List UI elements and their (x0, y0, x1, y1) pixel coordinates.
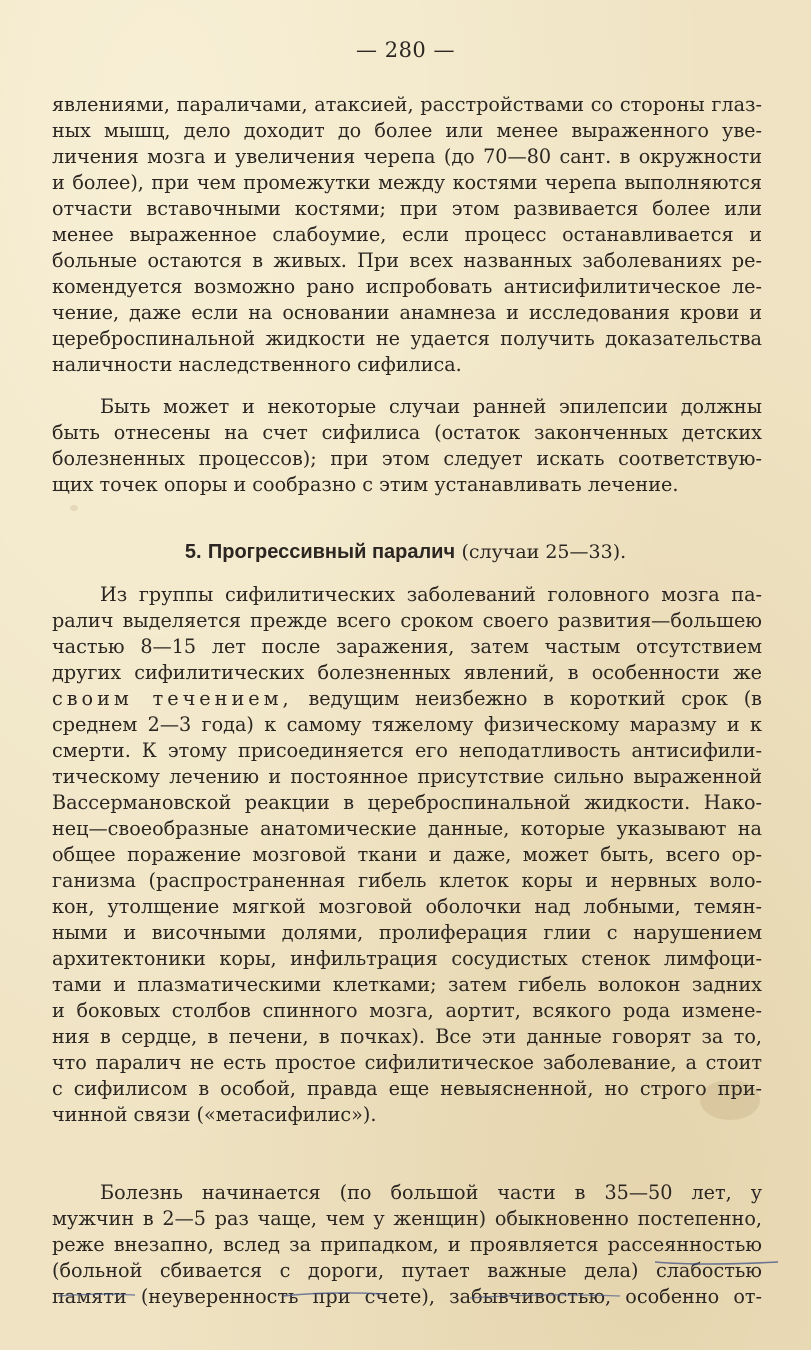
paragraph-4 (52, 1180, 762, 1310)
emphasized-phrase: своим течением, (52, 687, 293, 710)
page-number: — 280 — (356, 38, 455, 62)
text-line: больные остаются в живых. При всех названных заболеваниях ре- (52, 249, 762, 272)
text-line: отчасти вставочными костями; при этом развивается более или (52, 197, 762, 220)
text-line: среднем 2—3 года) к самому тяжелому физическому маразму и к (52, 713, 762, 736)
text-line: цереброспинальной жидкости не удается получить доказательства (52, 327, 762, 350)
text-line: Болезнь начинается (по большой части в 35—50 лет, у (100, 1181, 762, 1204)
text-line: ганизма (распространенная гибель клеток коры и нервных воло- (52, 869, 762, 892)
text-line: и более), при чем промежутки между костями черепа выполняются (52, 171, 762, 194)
section-title: Прогрессивный паралич (207, 541, 456, 563)
text-line: кон, утолщение мягкой мозговой оболочки над лобными, темян- (52, 895, 762, 918)
text-line: щих точек опоры и сообразно с этим устанавливать лечение. (52, 473, 679, 496)
text-line-rest: ведущим неизбежно в короткий срок (в (292, 687, 762, 710)
text-line: мужчин в 2—5 раз чаще, чем у женщин) обыкновенно постепенно, (52, 1207, 762, 1230)
text-line: тическому лечению и постоянное присутствие сильно выраженной (52, 765, 762, 788)
text-line: (больной сбивается с дороги, путает важные дела) слабостью (52, 1259, 762, 1282)
text-line: общее поражение мозговой ткани и даже, может быть, всего ор- (52, 843, 762, 866)
text-line: ными и височными долями, пролиферация глии с нарушением (52, 921, 762, 944)
text-line: Вассермановской реакции в цереброспинальной жидкости. Нако- (52, 791, 762, 814)
text-line: менее выраженное слабоумие, если процесс останавливается и (52, 223, 762, 246)
text-line: реже внезапно, вслед за припадком, и проявляется рассеянностью (52, 1233, 762, 1256)
text-line: личения мозга и увеличения черепа (до 70—80 сант. в окружности (52, 145, 762, 168)
text-line: других сифилитических болезненных явлений, в особенности же (52, 661, 762, 684)
text-line: ралич выделяется прежде всего сроком своего развития—большею (52, 609, 762, 632)
text-line: Быть может и некоторые случаи ранней эпилепсии должны (100, 395, 762, 418)
text-line: что паралич не есть простое сифилитическое заболевание, а стоит (52, 1051, 762, 1074)
text-line: явлениями, параличами, атаксией, расстройствами со стороны глаз- (52, 93, 762, 116)
text-line: чение, даже если на основании анамнеза и исследования крови и (52, 301, 762, 324)
paragraph-3 (52, 582, 762, 1128)
text-line: тами и плазматическими клетками; затем гибель волокон задних (52, 973, 762, 996)
section-heading (0, 538, 811, 565)
text-line: болезненных процессов); при этом следует искать соответствую- (52, 447, 762, 470)
text-line: Из группы сифилитических заболеваний головного мозга па- (100, 583, 762, 606)
section-number: 5. (184, 541, 202, 563)
text-line (52, 686, 762, 712)
text-line: частью 8—15 лет после заражения, затем частым отсутствием (52, 635, 762, 658)
text-line: смерти. К этому присоединяется его неподатливость антисифили- (52, 739, 762, 762)
section-cases: (случаи 25—33). (461, 541, 627, 563)
text-line: чинной связи («метасифилис»). (52, 1103, 377, 1126)
text-line: нец—своеобразные анатомические данные, которые указывают на (52, 817, 762, 840)
text-line: наличности наследственного сифилиса. (52, 353, 462, 376)
text-line: ных мышц, дело доходит до более или менее выраженного уве- (52, 119, 762, 142)
text-line: ния в сердце, в печени, в почках). Все эти данные говорят за то, (52, 1025, 762, 1048)
paragraph-1 (52, 92, 762, 378)
paragraph-2 (52, 394, 762, 498)
text-line: быть отнесены на счет сифилиса (остаток законченных детских (52, 421, 762, 444)
text-line: архитектоники коры, инфильтрация сосудистых стенок лимфоци- (52, 947, 762, 970)
text-line: памяти (неуверенность при счете), забывчивостью, особенно от- (52, 1285, 762, 1308)
text-line: с сифилисом в особой, правда еще невыясненной, но строго при- (52, 1077, 762, 1100)
text-line: и боковых столбов спинного мозга, аортит, всякого рода измене- (52, 999, 762, 1022)
paper-stain (70, 505, 78, 511)
text-line: комендуется возможно рано испробовать антисифилитическое ле- (52, 275, 762, 298)
